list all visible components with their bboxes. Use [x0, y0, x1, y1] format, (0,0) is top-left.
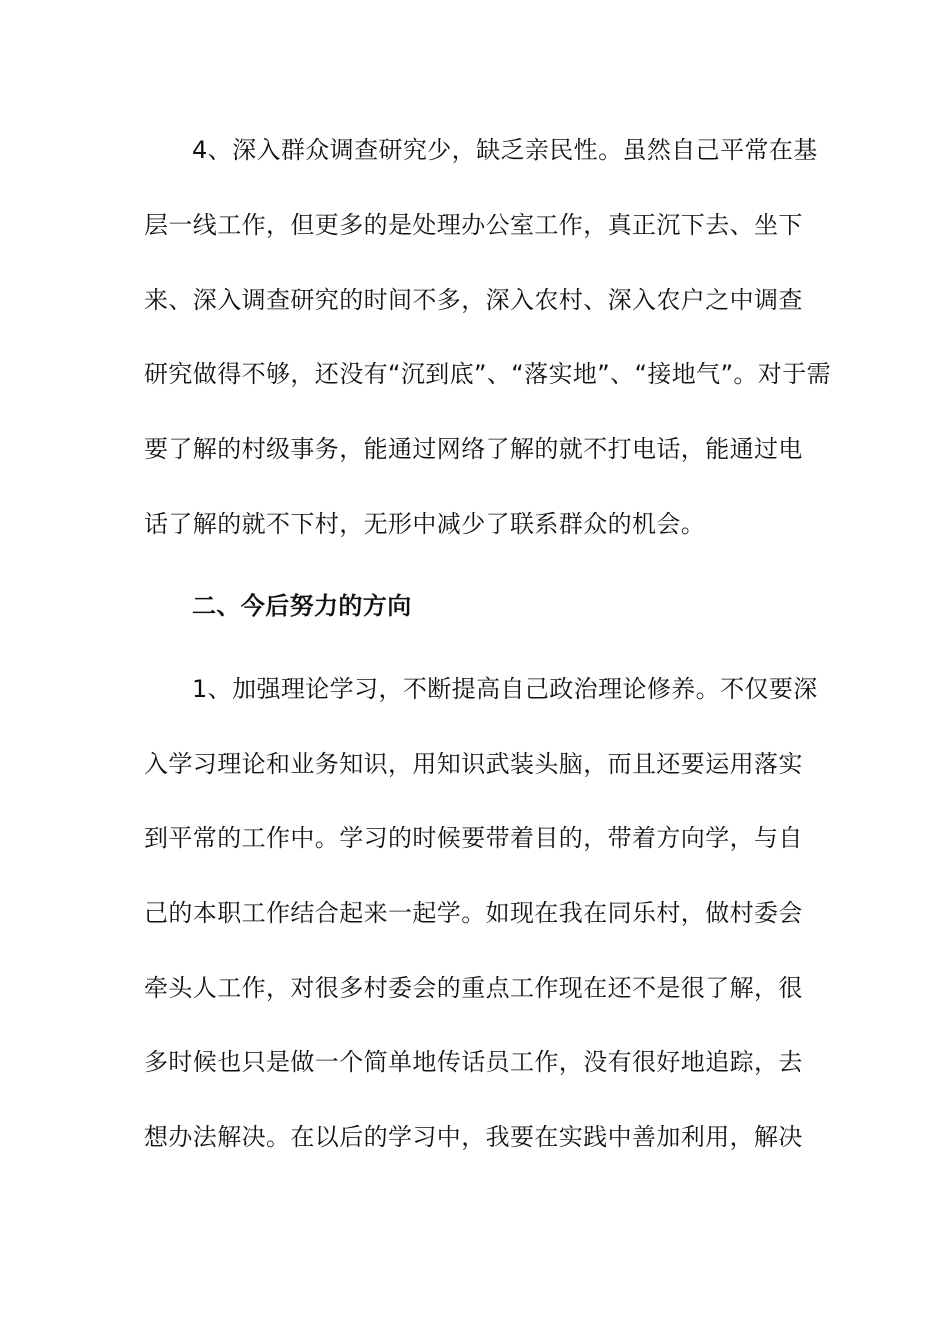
text-line: 层一线工作，但更多的是处理办公室工作，真正沉下去、坐下: [144, 211, 803, 239]
text-line: 4、深入群众调查研究少，缺乏亲民性。虽然自己平常在基: [192, 136, 818, 164]
text-line: 己的本职工作结合起来一起学。如现在我在同乐村，做村委会: [144, 899, 803, 927]
text-line: 来、深入调查研究的时间不多，深入农村、深入农户之中调查: [144, 286, 803, 314]
text-line: 想办法解决。在以后的学习中，我要在实践中善加利用，解决: [144, 1123, 803, 1151]
section-heading: 二、今后努力的方向: [192, 592, 412, 620]
text-line: 要了解的村级事务，能通过网络了解的就不打电话，能通过电: [144, 435, 803, 463]
text-line: 到平常的工作中。学习的时候要带着目的，带着方向学，与自: [144, 824, 803, 852]
text-line: 多时候也只是做一个简单地传话员工作，没有很好地追踪，去: [144, 1048, 803, 1076]
text-line: 牵头人工作，对很多村委会的重点工作现在还不是很了解，很: [144, 974, 803, 1002]
text-line: 研究做得不够，还没有“沉到底”、“落实地”、“接地气”。对于需: [144, 360, 831, 388]
text-line: 入学习理论和业务知识，用知识武装头脑，而且还要运用落实: [144, 750, 803, 778]
text-line: 话了解的就不下村，无形中减少了联系群众的机会。: [144, 510, 706, 538]
text-line: 1、加强理论学习，不断提高自己政治理论修养。不仅要深: [192, 675, 818, 703]
